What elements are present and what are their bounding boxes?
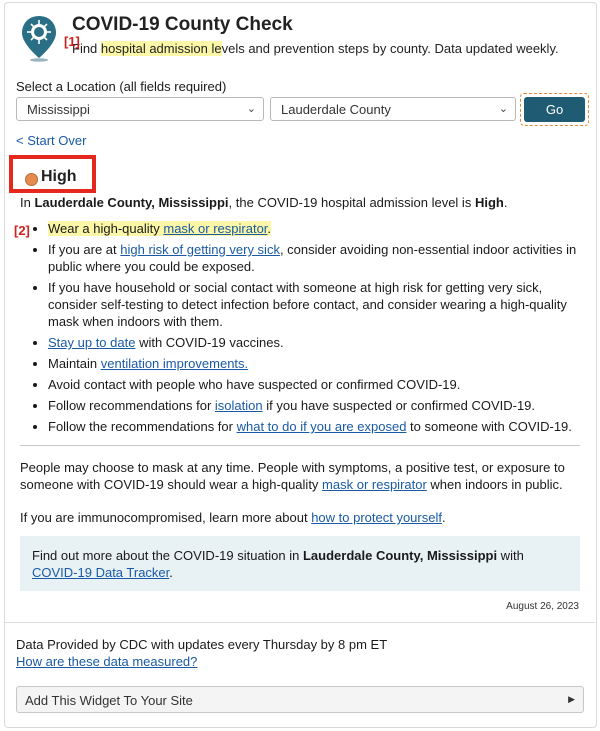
level-name: High [41,168,77,185]
mask-link-2[interactable]: mask or respirator [322,477,427,492]
isolation-link[interactable]: isolation [214,398,263,413]
immuno-paragraph: If you are immunocompromised, learn more about how to protect yourself. [20,510,446,525]
how-measured-link[interactable]: How are these data measured? [16,654,198,669]
page-title: COVID-19 County Check [72,14,293,35]
list-item: • Stay up to date with COVID-19 vaccines. [48,334,583,351]
list-item: • Avoid contact with people who have suspected or confirmed COVID-19. [48,376,583,393]
mask-paragraph: People may choose to mask at any time. People with symptoms, a positive test, or exposure to someone with COVID-19 should wear a high-quality mask or respirator when indoors in public. [20,460,565,492]
ventilation-link[interactable]: ventilation improvements. [100,356,249,371]
updated-date: August 26, 2023 [506,601,579,612]
chevron-down-icon: ⌄ [246,103,256,115]
exposed-link[interactable]: what to do if you are exposed [236,419,407,434]
list-item: • If you are at high risk of getting very sick, consider avoiding non-essential indoor activities in public where you could be exposed. [48,241,583,275]
go-button[interactable]: Go [524,97,585,122]
level-dot-icon [25,173,38,186]
go-button-focus-ring [520,93,589,126]
annotation-tag-1: [1] [64,34,80,49]
recommendation-list [26,220,583,439]
mask-link[interactable]: mask or respirator [163,221,268,236]
stay-up-to-date-link[interactable]: Stay up to date [48,335,136,350]
list-item: • Follow recommendations for isolation if you have suspected or confirmed COVID-19. [48,397,583,414]
list-item: • If you have household or social contact with someone at high risk for getting very sick, consider self-testing to detect infection before contact, and consider wearing a high-quality mask when indoors with them. [48,279,583,330]
data-tracker-box: Find out more about the COVID-19 situation in Lauderdale County, Mississippi with COVID-19 Data Tracker. [20,536,580,591]
list-item: • Wear a high-quality mask or respirator. [48,220,583,237]
annotation-tag-2: [2] [14,223,30,238]
caret-right-icon: ▶ [568,694,575,704]
header [20,14,580,64]
covid-location-pin-icon [20,14,58,62]
state-select[interactable]: Mississippi ⌄ [16,97,264,121]
data-provided-text: Data Provided by CDC with updates every Thursday by 8 pm ET [16,637,388,652]
chevron-down-icon: ⌄ [498,103,508,115]
data-tracker-link[interactable]: COVID-19 Data Tracker [32,565,170,580]
measured-link-wrap [16,654,197,669]
list-item: • Maintain ventilation improvements. [48,355,583,372]
protect-yourself-link[interactable]: how to protect yourself [311,510,442,525]
footer-divider [4,622,595,623]
add-widget-button[interactable]: Add This Widget To Your Site ▶ [16,686,584,713]
divider [20,445,580,446]
list-item: • Follow the recommendations for what to do if you are exposed to someone with COVID-19. [48,418,583,435]
county-select[interactable]: Lauderdale County ⌄ [270,97,516,121]
location-label: Select a Location (all fields required) [16,79,227,94]
page-subtitle: Find hospital admission levels and prevention steps by county. Data updated weekly. [72,41,559,56]
start-over-link[interactable]: < Start Over [16,133,87,148]
level-sentence: In Lauderdale County, Mississippi, the COVID-19 hospital admission level is High. [20,195,508,210]
high-risk-link[interactable]: high risk of getting very sick [120,242,280,257]
